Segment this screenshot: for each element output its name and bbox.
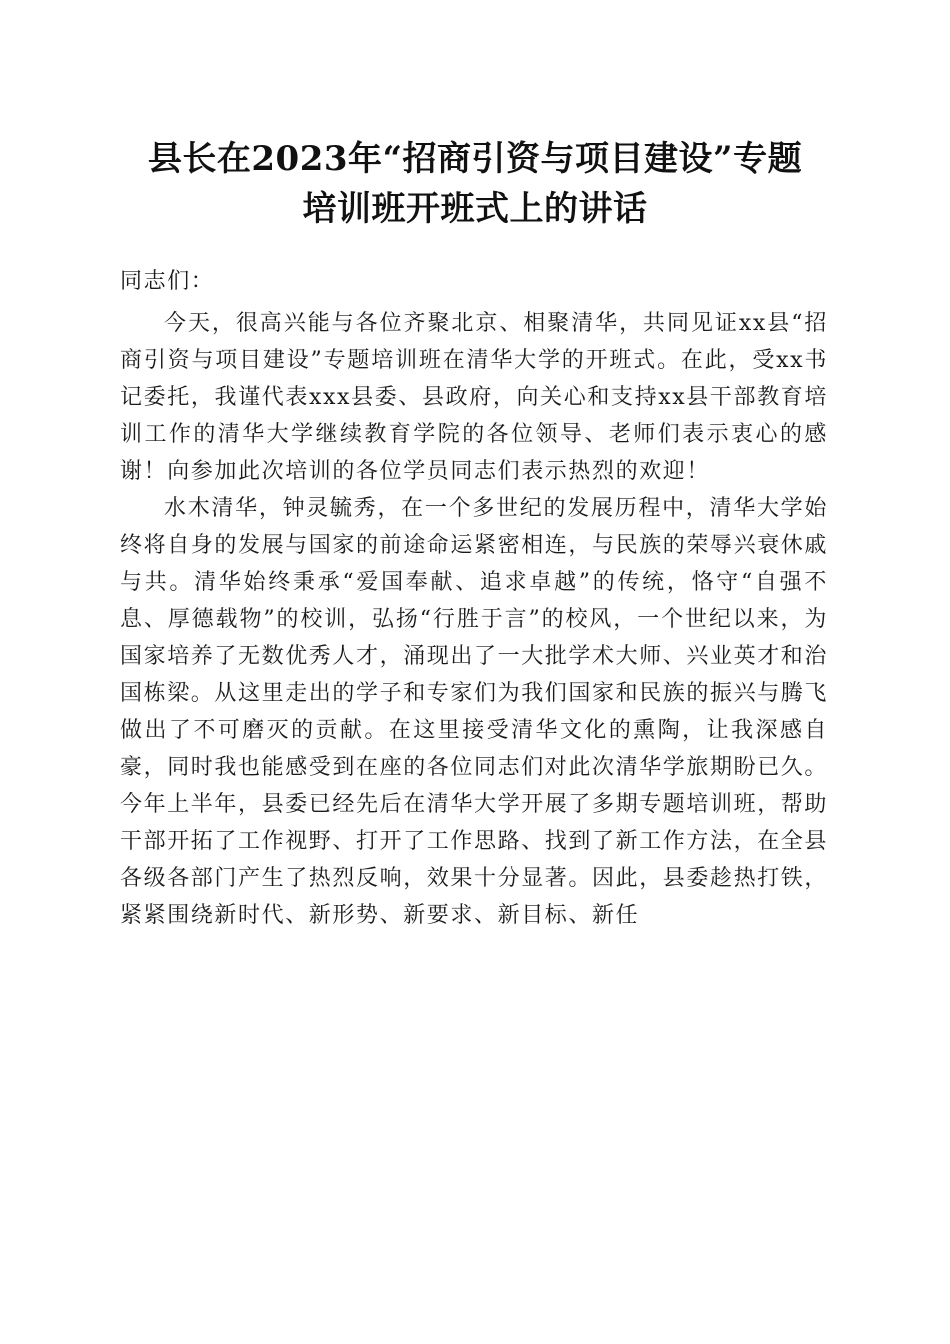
document-body [120,263,828,934]
paragraph-2: 水木清华，钟灵毓秀，在一个多世纪的发展历程中，清华大学始终将自身的发展与国家的前途命运紧密相连，与民族的荣辱兴衰休戚与共。清华始终秉承“爱国奉献、追求卓越”的传统，恪守“自强不息、厚德载物”的校训，弘扬“行胜于言”的校风，一个世纪以来，为国家培养了无数优秀人才，涌现出了一大批学术大师、兴业英才和治国栋梁。从这里走出的学子和专家们为我们国家和民族的振兴与腾飞做出了不可磨灭的贡献。在这里接受清华文化的熏陶，让我深感自豪，同时我也能感受到在座的各位同志们对此次清华学旅期盼已久。今年上半年，县委已经先后在清华大学开展了多期专题培训班，帮助干部开拓了工作视野、打开了工作思路、找到了新工作方法，在全县各级各部门产生了热烈反响，效果十分显著。因此，县委趁热打铁，紧紧围绕新时代、新形势、新要求、新目标、新任 [120,496,829,928]
paragraph-1: 今天，很高兴能与各位齐聚北京、相聚清华，共同见证xx县“招商引资与项目建设”专题培训班在清华大学的开班式。在此，受xx书记委托，我谨代表xxx县委、县政府，向关心和支持xx县干部教育培训工作的清华大学继续教育学院的各位领导、老师们表示衷心的感谢！向参加此次培训的各位学员同志们表示热烈的欢迎！ [120,311,828,484]
salutation: 同志们： [120,269,215,294]
title-line-1: 县长在2023年“招商引资与项目建设”专题 [147,139,803,179]
document-title [100,134,850,234]
title-line-2: 培训班开班式上的讲话 [302,189,648,229]
